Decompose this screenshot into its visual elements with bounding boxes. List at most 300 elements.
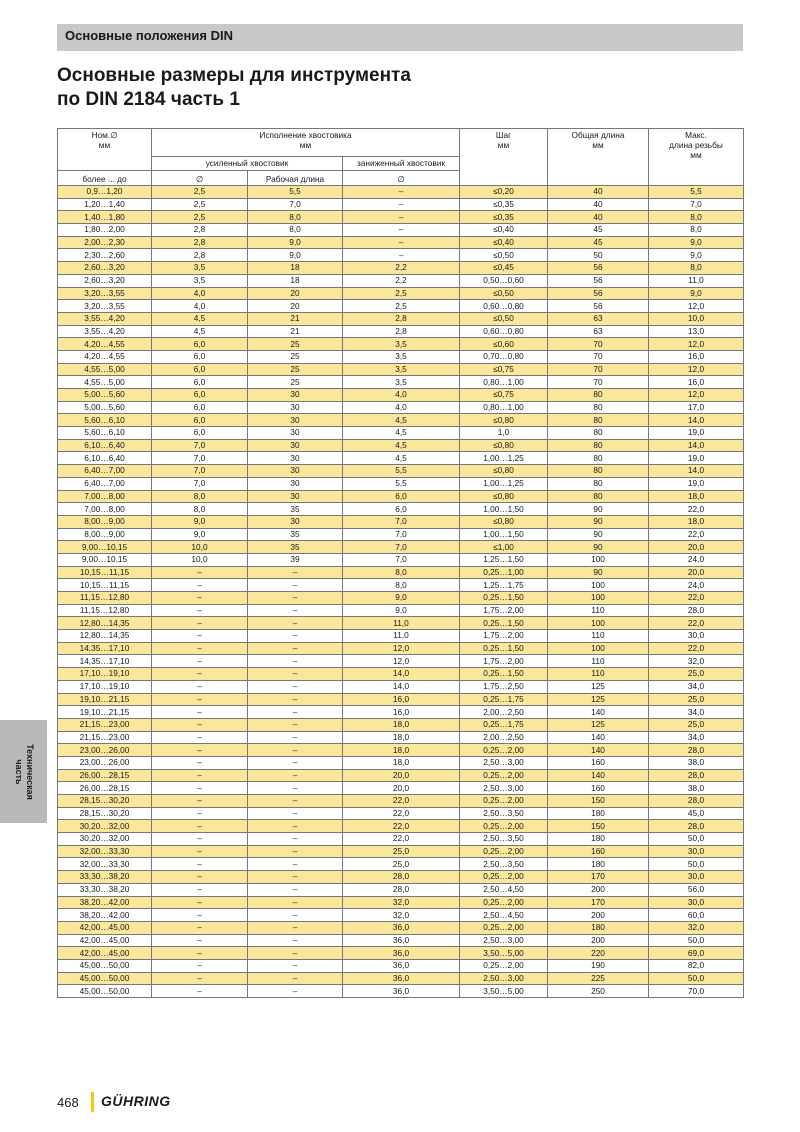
table-cell: 1,00…1,50 [460,528,548,541]
table-cell: ≤0,80 [460,490,548,503]
table-cell: 6,0 [152,350,248,363]
table-row [58,947,744,960]
table-cell: 30 [248,490,343,503]
table-cell: 2,50…3,00 [460,934,548,947]
table-cell: 225 [548,972,649,985]
table-cell: 100 [548,617,649,630]
table-cell: 2,50…3,00 [460,782,548,795]
table-cell: 1,25…1,75 [460,579,548,592]
table-cell: 6,0 [152,363,248,376]
table-cell: 3,20…3,55 [58,300,152,313]
table-row [58,820,744,833]
table-row [58,896,744,909]
table-cell: 30 [248,515,343,528]
table-cell: 11,15…12,80 [58,604,152,617]
table-cell: 1,25…1,50 [460,553,548,566]
table-cell: 20,0 [343,782,460,795]
table-cell: 200 [548,934,649,947]
table-cell: 17,10…19,10 [58,668,152,681]
table-cell: 9,0 [649,236,744,249]
table-cell: 80 [548,465,649,478]
table-cell: 36,0 [343,985,460,998]
table-row [58,363,744,376]
table-cell: 30 [248,401,343,414]
table-cell: 70 [548,338,649,351]
table-cell: 4,55…5,00 [58,363,152,376]
table-cell: 9,0 [343,604,460,617]
table-row [58,490,744,503]
table-cell: 7,0 [343,541,460,554]
page-title-line-1: Основные размеры для инструмента [57,65,411,86]
table-cell: 16,0 [649,350,744,363]
page-number: 468 [57,1095,79,1110]
table-cell: 25,0 [343,845,460,858]
table-cell: – [248,921,343,934]
table-cell: 90 [548,528,649,541]
page-title [57,64,743,112]
table-cell: 7,0 [649,198,744,211]
table-cell: 9,0 [152,528,248,541]
header-reduced-shank: заниженный хвостовик [343,157,460,171]
table-cell: 190 [548,959,649,972]
table-cell: 160 [548,756,649,769]
table-cell: – [152,630,248,643]
table-cell: 25,0 [649,718,744,731]
table-row [58,744,744,757]
table-row [58,389,744,402]
table-cell: 9,00…10,15 [58,541,152,554]
table-cell: 10,0 [152,553,248,566]
table-cell: – [152,592,248,605]
table-cell: 11,0 [649,274,744,287]
table-cell: – [152,718,248,731]
table-cell: 40 [548,211,649,224]
table-cell: – [152,731,248,744]
table-cell: 2,8 [152,249,248,262]
table-cell: 22,0 [343,833,460,846]
table-row [58,553,744,566]
table-cell: 30,20…32,00 [58,820,152,833]
table-cell: ≤0,35 [460,211,548,224]
table-row [58,883,744,896]
table-cell: – [152,858,248,871]
table-cell: – [152,820,248,833]
table-cell: 30,0 [649,845,744,858]
table-row [58,693,744,706]
table-cell: – [152,959,248,972]
table-cell: 4,5 [343,439,460,452]
table-cell: – [248,883,343,896]
table-cell: 60,0 [649,909,744,922]
table-cell: 7,0 [152,452,248,465]
table-cell: – [152,807,248,820]
table-cell: 2,50…4,50 [460,909,548,922]
table-cell: 30 [248,414,343,427]
table-cell: 140 [548,706,649,719]
table-cell: 12,0 [649,389,744,402]
table-cell: 150 [548,820,649,833]
table-cell: 16,0 [343,706,460,719]
table-cell: 8,0 [248,211,343,224]
table-cell: 14,35…17,10 [58,642,152,655]
table-cell: 20 [248,287,343,300]
table-cell: 0,25…2,00 [460,769,548,782]
table-cell: 2,00…2,30 [58,236,152,249]
table-cell: 9,0 [248,236,343,249]
table-row [58,350,744,363]
table-row [58,503,744,516]
table-cell: 45,00…50,00 [58,959,152,972]
table-cell: 82,0 [649,959,744,972]
table-cell: 25 [248,376,343,389]
table-cell: 1,00…1,50 [460,503,548,516]
table-cell: 100 [548,642,649,655]
table-cell: 180 [548,858,649,871]
table-cell: 3,50…5,00 [460,985,548,998]
table-cell: – [152,833,248,846]
table-row [58,338,744,351]
table-cell: ≤0,75 [460,363,548,376]
table-cell: 24,0 [649,579,744,592]
table-cell: 19,0 [649,427,744,440]
table-cell: 6,0 [152,401,248,414]
table-cell: ≤0,50 [460,312,548,325]
table-cell: – [152,883,248,896]
table-cell: 28,0 [649,744,744,757]
table-cell: 6,40…7,00 [58,465,152,478]
table-cell: 80 [548,490,649,503]
table-cell: 20 [248,300,343,313]
table-cell: 8,00…9,00 [58,528,152,541]
table-cell: 10,0 [649,312,744,325]
table-cell: – [343,224,460,237]
table-cell: 0,60…0,80 [460,325,548,338]
table-cell: 80 [548,452,649,465]
table-cell: 40 [548,186,649,199]
table-cell: 6,0 [152,389,248,402]
table-cell: 3,55…4,20 [58,312,152,325]
table-cell: 1,75…2,00 [460,630,548,643]
table-cell: 12,0 [649,338,744,351]
table-cell: 34,0 [649,731,744,744]
table-cell: 35 [248,541,343,554]
table-cell: 19,0 [649,477,744,490]
table-cell: 170 [548,896,649,909]
table-cell: 1,75…2,00 [460,655,548,668]
table-cell: 12,0 [649,300,744,313]
table-cell: 23,00…26,00 [58,744,152,757]
table-cell: 13,0 [649,325,744,338]
table-cell: 28,0 [649,769,744,782]
table-row [58,541,744,554]
table-cell: 7,0 [343,528,460,541]
table-cell: 22,0 [343,820,460,833]
table-cell: 2,5 [152,186,248,199]
table-cell: ≤0,40 [460,236,548,249]
table-cell: 14,0 [343,680,460,693]
table-cell: 16,0 [343,693,460,706]
table-row [58,604,744,617]
table-cell: 18,0 [649,515,744,528]
table-cell: 110 [548,604,649,617]
table-cell: 2,8 [343,312,460,325]
header-diameter-reduced: ∅ [343,171,460,186]
table-cell: 2,50…3,00 [460,972,548,985]
section-title: Основные положения DIN [65,28,233,43]
table-cell: – [152,972,248,985]
table-cell: 56 [548,300,649,313]
table-cell: 32,0 [649,655,744,668]
table-cell: 5,60…6,10 [58,414,152,427]
table-cell: 0,25…1,50 [460,592,548,605]
table-cell: 12,0 [343,642,460,655]
table-cell: 63 [548,325,649,338]
logo-accent-bar [91,1092,94,1112]
table-cell: 7,0 [152,477,248,490]
table-row [58,655,744,668]
table-row [58,186,744,199]
table-cell: 11,0 [343,630,460,643]
table-cell: 18,0 [343,731,460,744]
table-row [58,592,744,605]
table-cell: 0,25…2,00 [460,896,548,909]
table-cell: – [248,642,343,655]
table-cell: ≤0,35 [460,198,548,211]
table-row [58,718,744,731]
table-cell: 70 [548,376,649,389]
table-cell: 2,5 [152,211,248,224]
table-row [58,731,744,744]
table-cell: 12,80…14,35 [58,630,152,643]
table-cell: 40 [548,198,649,211]
table-cell: 70 [548,363,649,376]
table-cell: – [152,921,248,934]
table-cell: 18 [248,274,343,287]
table-cell: 140 [548,769,649,782]
table-cell: 56 [548,274,649,287]
table-cell: 0,50…0,60 [460,274,548,287]
table-cell: 4,0 [152,300,248,313]
table-cell: 50 [548,249,649,262]
table-cell: – [248,630,343,643]
table-cell: – [152,769,248,782]
table-cell: 24,0 [649,553,744,566]
table-row [58,376,744,389]
table-cell: 12,80…14,35 [58,617,152,630]
table-cell: 1,80…2,00 [58,224,152,237]
table-cell: 80 [548,401,649,414]
table-cell: 90 [548,515,649,528]
header-total-length: Общая длина мм [548,129,649,186]
table-cell: 125 [548,718,649,731]
table-row [58,427,744,440]
table-cell: ≤0,40 [460,224,548,237]
table-cell: 36,0 [343,934,460,947]
table-cell: 12,0 [343,655,460,668]
table-cell: 5,5 [343,465,460,478]
table-cell: 0,80…1,00 [460,376,548,389]
table-cell: – [248,833,343,846]
table-row [58,845,744,858]
table-cell: – [152,642,248,655]
table-cell: 2,30…2,60 [58,249,152,262]
table-cell: 90 [548,541,649,554]
table-cell: 45 [548,224,649,237]
table-cell: – [152,693,248,706]
table-cell: 38,0 [649,782,744,795]
table-cell: – [152,795,248,808]
table-cell: – [152,934,248,947]
table-row [58,465,744,478]
table-cell: 0,25…2,00 [460,845,548,858]
table-row [58,782,744,795]
table-cell: 32,00…33,30 [58,858,152,871]
table-cell: 45,0 [649,807,744,820]
table-cell: – [248,896,343,909]
table-cell: 22,0 [649,503,744,516]
table-cell: – [152,604,248,617]
table-cell: 25,0 [343,858,460,871]
table-row [58,934,744,947]
section-header-bar [57,24,743,51]
table-cell: 9,0 [248,249,343,262]
table-cell: 2,2 [343,274,460,287]
table-cell: 32,0 [649,921,744,934]
table-cell: ≤0,80 [460,439,548,452]
table-cell: 0,25…1,00 [460,566,548,579]
table-cell: 39 [248,553,343,566]
table-cell: 30 [248,439,343,452]
table-cell: 9,0 [152,515,248,528]
table-cell: 2,00…2,50 [460,731,548,744]
table-row [58,680,744,693]
side-tab-technical-section[interactable] [0,720,47,823]
table-cell: 17,10…19,10 [58,680,152,693]
table-cell: 2,50…3,00 [460,756,548,769]
table-cell: 2,50…3,50 [460,807,548,820]
header-pitch: Шаг мм [460,129,548,186]
table-cell: 23,00…26,00 [58,756,152,769]
table-cell: 17,0 [649,401,744,414]
table-cell: 3,5 [152,274,248,287]
table-cell: 8,0 [649,211,744,224]
table-cell: 3,50…5,00 [460,947,548,960]
table-row [58,668,744,681]
page-title-line-2: по DIN 2184 часть 1 [57,89,240,110]
table-cell: 0,25…1,75 [460,693,548,706]
table-row [58,756,744,769]
table-cell: – [343,249,460,262]
table-cell: 8,0 [343,579,460,592]
table-cell: – [152,947,248,960]
table-cell: 3,5 [152,262,248,275]
table-cell: 28,0 [649,604,744,617]
table-cell: 110 [548,668,649,681]
guehring-logo: GÜHRING [101,1093,171,1109]
table-cell: – [248,693,343,706]
din-2184-dimensions-table [57,128,744,998]
header-max-thread-length: Макс. длина резьбы мм [649,129,744,186]
table-cell: 2,5 [343,287,460,300]
table-cell: 22,0 [343,795,460,808]
table-cell: 0,25…2,00 [460,820,548,833]
table-cell: 140 [548,744,649,757]
table-row [58,579,744,592]
table-cell: 70 [548,350,649,363]
table-cell: 1,00…1,25 [460,477,548,490]
table-cell: – [248,845,343,858]
table-cell: 4,5 [152,325,248,338]
table-cell: 0,25…1,50 [460,642,548,655]
table-cell: 35 [248,528,343,541]
table-cell: ≤0,80 [460,465,548,478]
table-cell: 9,0 [649,249,744,262]
table-cell: 10,15…11,15 [58,566,152,579]
table-cell: – [248,871,343,884]
table-cell: 28,0 [649,795,744,808]
table-cell: – [248,668,343,681]
table-cell: 14,0 [649,414,744,427]
table-cell: 2,8 [343,325,460,338]
table-cell: 22,0 [343,807,460,820]
table-cell: 8,00…9,00 [58,515,152,528]
table-cell: 2,8 [152,236,248,249]
table-cell: 1,75…2,50 [460,680,548,693]
table-cell: 10,15…11,15 [58,579,152,592]
table-cell: 4,20…4,55 [58,350,152,363]
table-cell: 8,0 [343,566,460,579]
table-cell: 0,9…1,20 [58,186,152,199]
table-cell: 5,5 [343,477,460,490]
table-cell: 25 [248,338,343,351]
table-cell: – [248,617,343,630]
table-cell: – [152,985,248,998]
table-cell: 21,15…23,00 [58,718,152,731]
table-cell: – [343,186,460,199]
table-cell: – [248,795,343,808]
table-cell: – [248,744,343,757]
table-cell: 20,0 [649,566,744,579]
table-cell: 32,00…33,30 [58,845,152,858]
table-cell: – [248,934,343,947]
table-cell: 5,60…6,10 [58,427,152,440]
table-cell: 28,15…30,20 [58,795,152,808]
table-row [58,325,744,338]
table-cell: 0,25…1,50 [460,617,548,630]
table-cell: 69,0 [649,947,744,960]
table-cell: ≤0,80 [460,414,548,427]
table-cell: 6,40…7,00 [58,477,152,490]
table-cell: 8,0 [649,262,744,275]
table-cell: 22,0 [649,642,744,655]
table-cell: – [248,820,343,833]
table-cell: ≤0,50 [460,287,548,300]
table-cell: – [248,909,343,922]
table-cell: 80 [548,439,649,452]
table-cell: 7,0 [152,465,248,478]
table-row [58,262,744,275]
table-row [58,909,744,922]
table-row [58,224,744,237]
table-cell: 0,25…2,00 [460,744,548,757]
table-cell: 34,0 [649,680,744,693]
table-cell: 5,00…5,60 [58,389,152,402]
table-cell: 3,55…4,20 [58,325,152,338]
table-cell: 0,25…2,00 [460,871,548,884]
table-cell: 0,25…2,00 [460,795,548,808]
table-cell: 11,15…12,80 [58,592,152,605]
table-row [58,211,744,224]
